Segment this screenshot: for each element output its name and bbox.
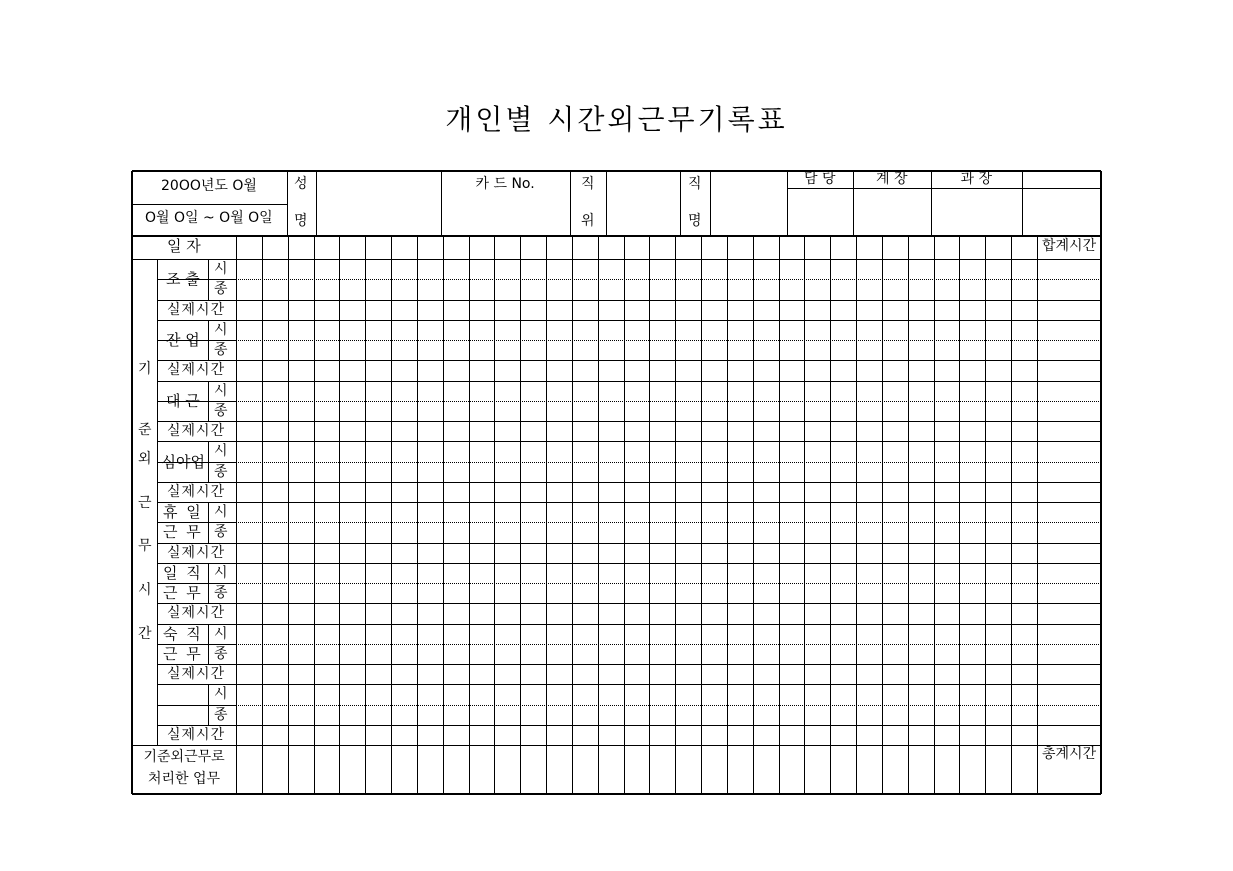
table-line [132, 204, 287, 205]
row-divider [157, 705, 208, 706]
end-label: 종 [214, 524, 228, 541]
day-column-divider [598, 236, 599, 794]
side-label-char: 준 [138, 422, 152, 438]
total-hours-label: 합계시간 [1042, 238, 1097, 254]
day-column-divider [494, 236, 495, 794]
day-column-divider [469, 236, 470, 794]
start-end-divider [208, 381, 209, 421]
header-divider [787, 171, 788, 236]
footer-label: 기준외근무로 [143, 749, 225, 765]
day-column-divider [804, 236, 805, 794]
day-column-divider [546, 236, 547, 794]
header-divider [570, 171, 571, 236]
side-label-char: 간 [138, 626, 152, 642]
day-column-divider [365, 236, 366, 794]
actual-time-label: 실제시간 [167, 726, 226, 743]
date-label: 일 자 [167, 237, 201, 255]
start-end-divider [208, 624, 209, 664]
day-column-divider [288, 236, 289, 794]
start-label: 시 [214, 321, 228, 338]
start-label: 시 [214, 504, 228, 521]
header-divider [287, 171, 288, 236]
start-label: 시 [214, 564, 228, 581]
category-label: 대 근 [166, 391, 200, 410]
end-label: 종 [214, 463, 228, 480]
end-label: 종 [214, 585, 228, 602]
end-label: 종 [214, 402, 228, 419]
category-label: 숙 직 [163, 624, 203, 643]
approval-chief-label: 계 장 [876, 171, 908, 187]
start-end-divider [208, 502, 209, 543]
start-label: 시 [214, 686, 228, 703]
outer-border [132, 170, 1101, 172]
day-column-divider [985, 236, 986, 794]
header-divider [606, 171, 607, 236]
category-label: 근 무 [163, 523, 203, 542]
category-label: 근 무 [163, 644, 203, 663]
approval-manager-label: 과 장 [960, 171, 992, 187]
day-column-divider [649, 236, 650, 794]
actual-time-label: 실제시간 [167, 605, 226, 622]
day-column-divider [959, 236, 960, 794]
actual-time-label: 실제시간 [167, 301, 226, 318]
day-column-divider [314, 236, 315, 794]
duty-label: 직 [688, 176, 702, 192]
day-column-divider [908, 236, 909, 794]
name-label: 명 [294, 213, 308, 229]
side-label-char: 시 [138, 582, 152, 598]
actual-time-label: 실제시간 [167, 483, 226, 500]
period-date-range: O월 O일 ~ O월 O일 [145, 210, 273, 226]
side-label-char: 근 [138, 495, 152, 511]
day-column-divider [391, 236, 392, 794]
position-label: 위 [581, 213, 595, 229]
header-divider [680, 171, 681, 236]
actual-time-label: 실제시간 [167, 666, 226, 683]
side-label-char: 무 [138, 538, 152, 554]
day-column-divider [882, 236, 883, 794]
day-column-divider [727, 236, 728, 794]
duty-label: 명 [688, 213, 702, 229]
side-label-char: 기 [138, 361, 152, 377]
actual-time-label: 실제시간 [167, 362, 226, 379]
start-label: 시 [214, 443, 228, 460]
side-label-divider [157, 259, 158, 745]
category-label: 잔 업 [166, 331, 200, 349]
day-column-divider [572, 236, 573, 794]
start-label: 시 [214, 382, 228, 399]
approval-divider [853, 171, 854, 236]
day-column-divider [417, 236, 418, 794]
approval-divider [1022, 171, 1023, 236]
outer-border [132, 793, 1101, 795]
day-column-divider [675, 236, 676, 794]
row-divider [132, 745, 1101, 746]
day-column-divider [934, 236, 935, 794]
start-end-divider [208, 320, 209, 360]
total-column-divider [1037, 236, 1038, 794]
day-column-divider [520, 236, 521, 794]
start-label: 시 [214, 625, 228, 642]
end-label: 종 [214, 645, 228, 662]
grand-total-label: 총계시간 [1042, 746, 1097, 762]
day-column-divider [339, 236, 340, 794]
period-year-month: 20OO년도 O월 [161, 178, 257, 194]
category-label: 조 출 [166, 270, 200, 289]
outer-border [131, 171, 133, 794]
day-column-divider [701, 236, 702, 794]
start-end-divider [208, 684, 209, 725]
header-divider [441, 171, 442, 236]
category-label: 일 직 [163, 563, 203, 582]
end-label: 종 [214, 281, 228, 298]
category-label: 심야업 [161, 452, 205, 471]
grid-divider [236, 236, 237, 794]
start-end-divider [208, 563, 209, 603]
end-label: 종 [214, 706, 228, 723]
start-label: 시 [214, 261, 228, 278]
name-label: 성 [294, 176, 308, 192]
day-column-divider [753, 236, 754, 794]
row-divider [132, 259, 1101, 260]
day-column-divider [856, 236, 857, 794]
position-label: 직 [581, 176, 595, 192]
start-end-divider [208, 259, 209, 300]
table-line [787, 188, 1101, 189]
category-label: 휴 일 [163, 503, 203, 522]
card-number-label: 카 드 No. [475, 176, 535, 192]
header-divider [316, 171, 317, 236]
day-column-divider [779, 236, 780, 794]
side-label-char: 외 [138, 451, 152, 467]
header-divider [710, 171, 711, 236]
page-title: 개인별 시간외근무기록표 [445, 103, 788, 136]
actual-time-label: 실제시간 [167, 423, 226, 440]
approval-divider [931, 171, 932, 236]
actual-time-label: 실제시간 [167, 544, 226, 561]
header-bottom-border [132, 235, 1101, 237]
end-label: 종 [214, 342, 228, 359]
category-label: 근 무 [163, 584, 203, 603]
day-column-divider [443, 236, 444, 794]
day-column-divider [624, 236, 625, 794]
day-column-divider [1011, 236, 1012, 794]
approval-staff-label: 담 당 [804, 171, 836, 187]
day-column-divider [262, 236, 263, 794]
day-column-divider [830, 236, 831, 794]
footer-label: 처리한 업무 [148, 771, 221, 787]
start-end-divider [208, 441, 209, 482]
